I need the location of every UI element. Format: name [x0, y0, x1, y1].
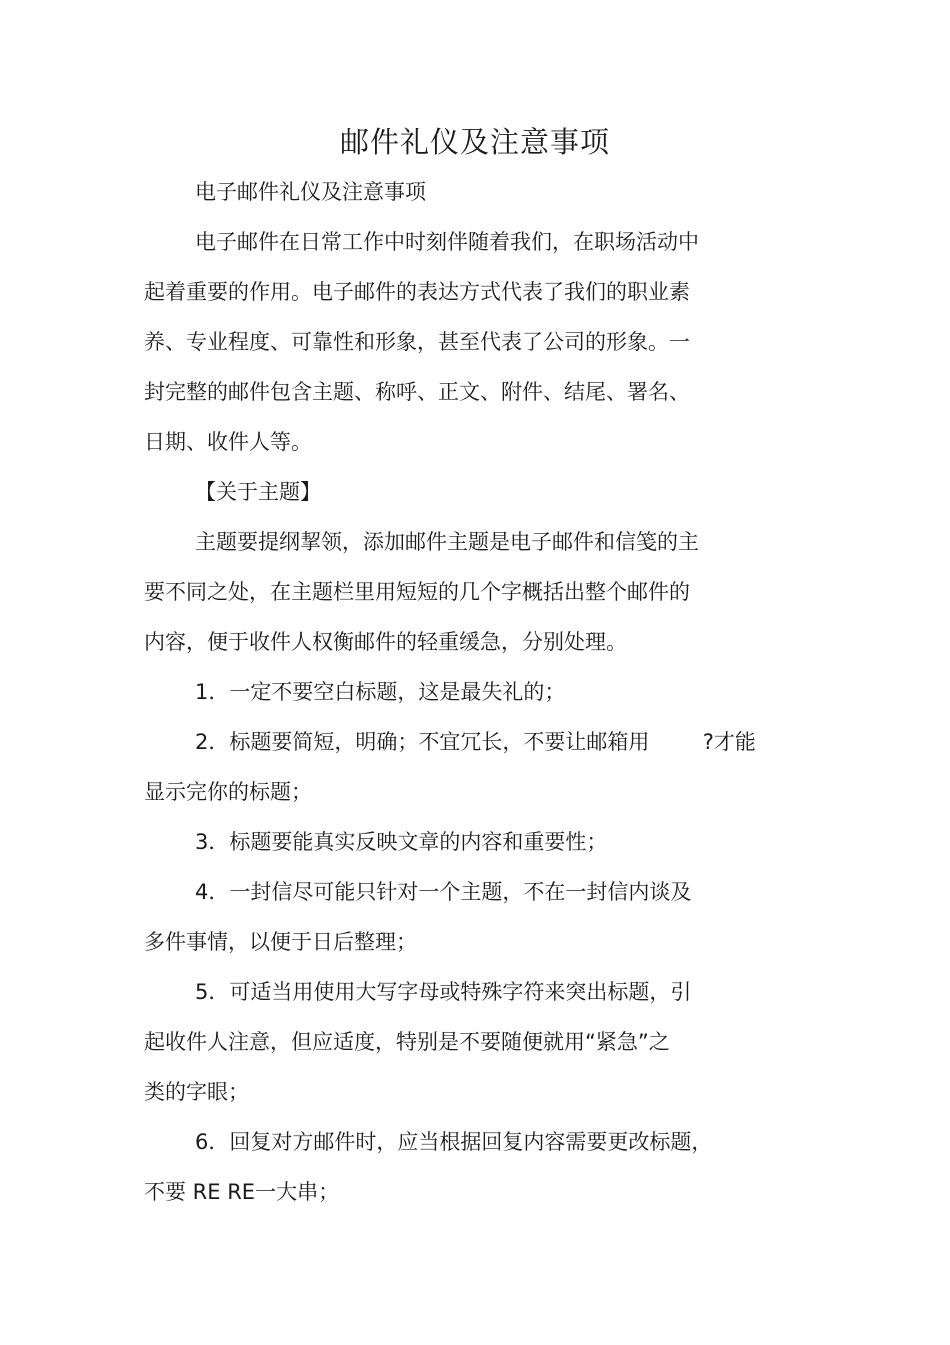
list-item: 4．一封信尽可能只针对一个主题，不在一封信内谈及: [195, 880, 692, 904]
list-item-continuation: 显示完你的标题；: [144, 780, 312, 804]
document-title: 邮件礼仪及注意事项: [339, 125, 610, 159]
list-item: 5．可适当用使用大写字母或特殊字符来突出标题，引: [195, 980, 692, 1004]
list-item: 6．回复对方邮件时，应当根据回复内容需要更改标题，: [195, 1130, 713, 1154]
list-item-continuation: 类的字眼；: [144, 1080, 249, 1104]
body-line: 起着重要的作用。电子邮件的表达方式代表了我们的职业素: [144, 280, 690, 304]
section-heading: 【关于主题】: [195, 480, 321, 504]
body-line: 日期、收件人等。: [144, 430, 312, 454]
list-item-continuation: 多件事情，以便于日后整理；: [144, 930, 417, 954]
body-line: 封完整的邮件包含主题、称呼、正文、附件、结尾、署名、: [144, 380, 690, 404]
body-line: 电子邮件在日常工作中时刻伴随着我们，在职场活动中: [195, 230, 699, 254]
body-line: 主题要提纲挈领，添加邮件主题是电子邮件和信笺的主: [195, 530, 699, 554]
subtitle-line: 电子邮件礼仪及注意事项: [195, 180, 426, 204]
list-item: 3．标题要能真实反映文章的内容和重要性；: [195, 830, 608, 854]
body-line: 要不同之处，在主题栏里用短短的几个字概括出整个邮件的: [144, 580, 690, 604]
list-item: 2．标题要简短，明确；不宜冗长，不要让邮箱用 ?才能: [195, 730, 756, 754]
list-item-continuation: 不要 RE RE一大串；: [144, 1180, 340, 1204]
body-line: 内容，便于收件人权衡邮件的轻重缓急，分别处理。: [144, 630, 627, 654]
body-line: 养、专业程度、可靠性和形象，甚至代表了公司的形象。一: [144, 330, 690, 354]
list-item-continuation: 起收件人注意，但应适度，特别是不要随便就用“紧急”之: [144, 1030, 670, 1054]
list-item: 1．一定不要空白标题，这是最失礼的；: [195, 680, 566, 704]
